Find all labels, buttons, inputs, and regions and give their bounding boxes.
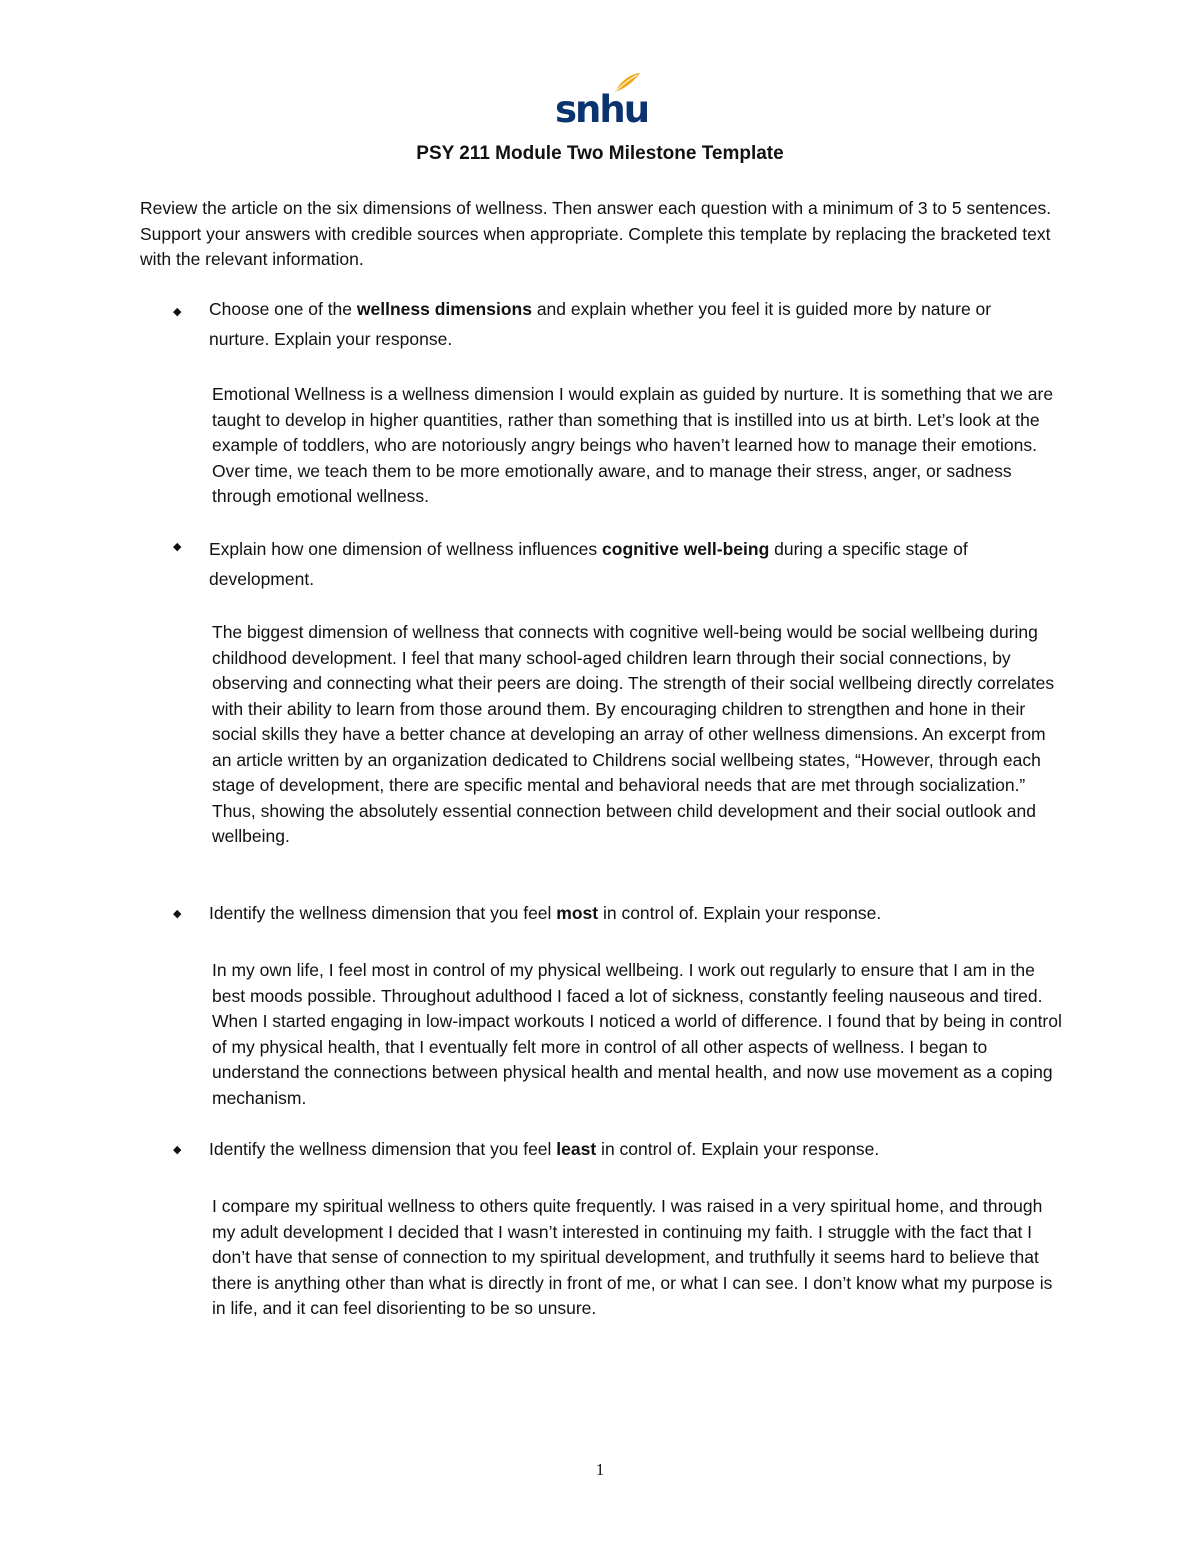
prompt-text: and explain whether you feel it is guided more by nature or nurture. Explain your response.: [209, 299, 992, 349]
prompt-bold: least: [556, 1139, 597, 1159]
prompt-text: in control of. Explain your response.: [596, 1139, 880, 1159]
bullet-icon: ◆: [173, 541, 182, 553]
prompt-text: during a specific stage of development.: [209, 539, 968, 589]
page-number: 1: [595, 1460, 605, 1479]
page-title: PSY 211 Module Two Milestone Template: [416, 143, 784, 164]
bullet-icon: ◆: [173, 306, 182, 318]
prompt-bold: most: [556, 903, 599, 923]
question-3-answer: In my own life, I feel most in control of my physical wellbeing. I work out regularly to ensure that I am in the best moods possible. Throughout adulthood I faced a lot of sickness, constantly feeling nauseous and tired. When I started engaging in low-impact workouts I noticed a world of difference. I found that by being in control of my physical health, that I eventually felt more in control of all other aspects of wellness. I began to understand the connections between physical health and mental health, and now use movement as a coping mechanism.: [212, 960, 1062, 1108]
prompt-text: Explain how one dimension of wellness influences: [209, 539, 603, 559]
question-4-answer: I compare my spiritual wellness to others quite frequently. I was raised in a very spiritual home, and through my adult development I decided that I wasn’t interested in continuing my faith. I struggle with the fact that I don’t have that sense of connection to my spiritual development, and truthfully it seems hard to believe that there is anything other than what is directly in front of me, or what I can see. I don’t know what my purpose is in life, and it can feel disorienting to be so unsure.: [212, 1196, 1053, 1318]
bullet-icon: ◆: [173, 1144, 182, 1156]
question-1-answer: Emotional Wellness is a wellness dimension I would explain as guided by nurture. It is something that we are taught to develop in higher quantities, rather than something that is instilled into us at birth. Let’s look at the example of toddlers, who are notoriously angry beings who haven’t learned how to manage their emotions. Over time, we teach them to be more emotionally aware, and to manage their stress, anger, or sadness through emotional wellness.: [212, 384, 1054, 506]
question-2-answer: The biggest dimension of wellness that connects with cognitive well-being would be social wellbeing during childhood development. I feel that many school-aged children learn through their social connections, by observing and connecting what their peers are doing. The strength of their social wellbeing directly correlates with their ability to learn from those around them. By encouraging children to strengthen and hone in their social skills they have a better chance at developing an array of other wellness dimensions. An excerpt from an article written by an organization dedicated to Childrens social wellbeing states, “However, through each stage of development, there are specific mental and behavioral needs that are met through socialization.” Thus, showing the absolutely essential connection between child development and their social outlook and wellbeing.: [212, 622, 1055, 846]
logo-text: snhu: [555, 88, 649, 131]
prompt-text: Identify the wellness dimension that you feel: [209, 1139, 557, 1159]
prompt-bold: cognitive well-being: [602, 539, 770, 559]
intro-paragraph: Review the article on the six dimensions of wellness. Then answer each question with a minimum of 3 to 5 sentences. Support your answers with credible sources when appropriate. Complete this template by replacing the bracketed text with the relevant information.: [140, 198, 1052, 269]
question-3-prompt: [209, 899, 1039, 929]
question-4-prompt: [209, 1135, 1039, 1165]
question-2-prompt: [209, 535, 1039, 594]
prompt-text: in control of. Explain your response.: [598, 903, 882, 923]
prompt-text: Choose one of the: [209, 299, 357, 319]
snhu-logo: [555, 72, 649, 134]
bullet-icon: ◆: [173, 908, 182, 920]
prompt-text: Identify the wellness dimension that you feel: [209, 903, 557, 923]
question-1-prompt: [209, 295, 1039, 354]
prompt-bold: wellness dimensions: [356, 299, 532, 319]
